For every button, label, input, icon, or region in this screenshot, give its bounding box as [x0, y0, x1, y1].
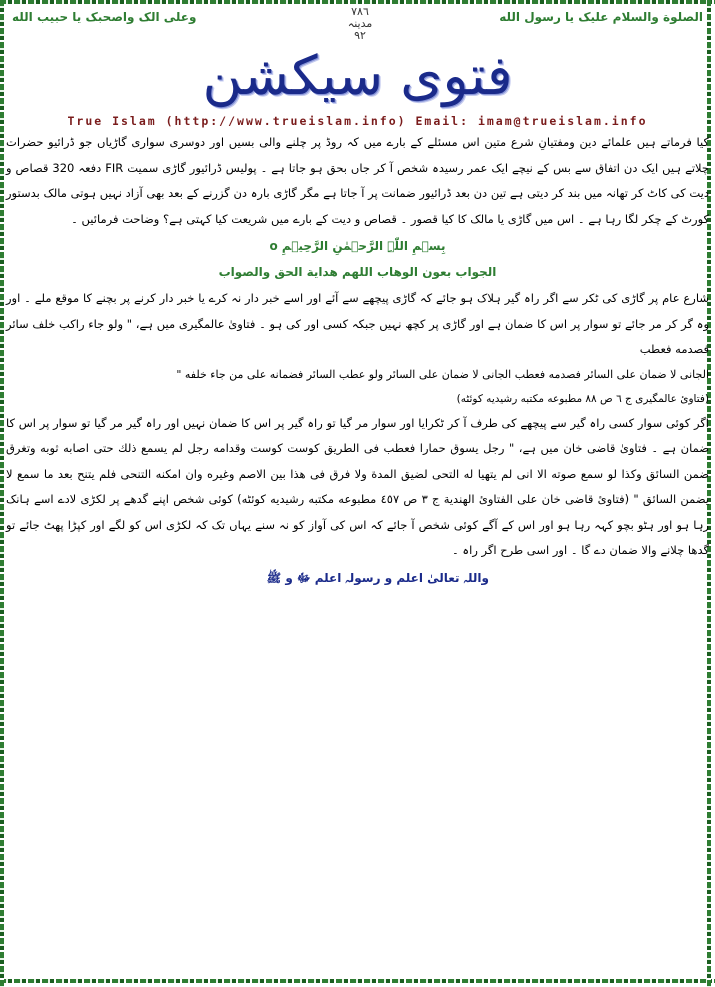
question-paragraph: کیا فرماتے ہیں علمائے دین ومفتیانِ شرع متین اس مسئلے کے بارے میں کہ روڈ پر چلنے والی بسیں اور دوسری سواری گاڑیاں جو ڈرائیو حضرات چلاتے ہیں ایک دن اتفاق سے بس کے نیچے ایک عمر رسیدہ شخص آ کر جاں بحق ہو جاتا ہے ۔ پولیس ڈرائیور گاڑی سمیت FIR دفعہ 320 قصاص و دیت کی کاٹ کر تھانہ میں بند کر دیتی ہے تین دن بعد ڈرائیور ضمانت پر آ جاتا ہے مگر گاڑی بارہ دن گزرنے کے بعد بھی آزاد نہیں ہوتی مالک بدستور کورٹ کے چکر لگا رہا ہے ۔ اس میں گاڑی یا مالک کا کیا قصور ۔ قصاص و دیت کے بارے میں شریعت کیا کہتی ہے؟ وضاحت فرمائیں ۔ [6, 135, 709, 226]
decorative-border-top [0, 0, 715, 4]
fatwa-content [6, 130, 709, 590]
bismillah: بِسۡمِ اللّٰہِ الرَّحۡمٰنِ الرَّحِیۡمِ o [269, 239, 446, 253]
decorative-border-bottom [0, 979, 715, 983]
decorative-border-left [0, 0, 4, 987]
salutation-right: الصلوة والسلام عليک يا رسول الله [499, 10, 703, 24]
salutation-left: وعلى الک واصحبک يا حبيب الله [12, 10, 197, 24]
header-center-number: ٧٨٦ [351, 5, 369, 18]
arabic-quote-1: الجانی لا ضمان علی السائر فصدمه فعطب الجانی لا ضمان علی السائر ولو عطب السائر فضمانه علی من جاء خلفه " [176, 367, 709, 381]
header-center-number-2: ٩٢ [354, 29, 366, 42]
header-center-word: مدینہ [347, 17, 373, 30]
answer-paragraph-2: اگر کوئی سوار کسی راہ گیر سے پیچھے کی طرف آ کر ٹکرایا اور سوار مر گیا تو راہ گیر پر اس کا ضمان نہیں اور راہ گیر مر گیا تو سوار پر اس کا ضمان ہے ۔ فتاویٰ قاضی خان میں ہے، " رجل یسوق حمارا فعطب فی الطریق کوست کوست وقدامه رجل لم یسمع ذلك حتی اصابه ثوبه وتغرق ضمن السائق وکذا لو سمع صوته الا انی لم یتهیا له التحی لضیق المدة ولا فرق فی هذا بین الاصم وغیره وان امکنه التنحی فلم یتنح بعد ما سمع لا یضمن السائق " (فتاوئ قاضی خان علی الفتاوئ الهندیة ج ٣ ص ٤٥٧ مطبوعه مکتبه رشیدیه کوئٹه) کوئی شخص اپنے گدھے پر لکڑی لادے اسے ہانک رہا ہو اور ہٹو بچو کہہ رہا ہو اور اس کے آگے کوئی شخص آ جائے کہ اس کی آواز کو نہ سنے یہاں تک کہ لکڑی اس کو لگے اور کپڑا پھٹ جائے تو گدھا چلانے والا ضمان دے گا ۔ اور اسی طرح اگر راہ ۔ [6, 415, 709, 557]
closing-line: واللہ تعالیٰ اعلم و رسولہ اعلم ﷻ و ﷺ [266, 570, 489, 585]
reference-1: (فتاوئ عالمگیری ج ٦ ص ٨٨ مطبوعه مکتبه رشیدیه کوئٹه) [456, 392, 709, 405]
answer-paragraph-1: شارع عام پر گاڑی کی ٹکر سے اگر راہ گیر ہلاک ہو جائے کہ گاڑی پیچھے سے آئے اور اسے خبر دار نہ کرے یا خبر دار کرنے پر بچنے کا موقع ملے ۔ اور وہ گر کر مر جائے تو سوار پر اس کا ضمان ہے اور گاڑی پر کچھ نہیں جبکہ کسی اور کی ہو ۔ فتاویٰ عالمگیری میں ہے، " ولو جاء راکب خلف سائر فصدمه فعطب [6, 291, 709, 356]
header-center-mark [330, 6, 390, 42]
answer-heading: الجواب بعون الوهاب اللهم هداية الحق والصواب [218, 265, 497, 279]
site-contact-line: True Islam (http://www.trueislam.info) Email: imam@trueislam.info [67, 114, 648, 128]
page-title: فتوی سیکشن [202, 44, 513, 107]
